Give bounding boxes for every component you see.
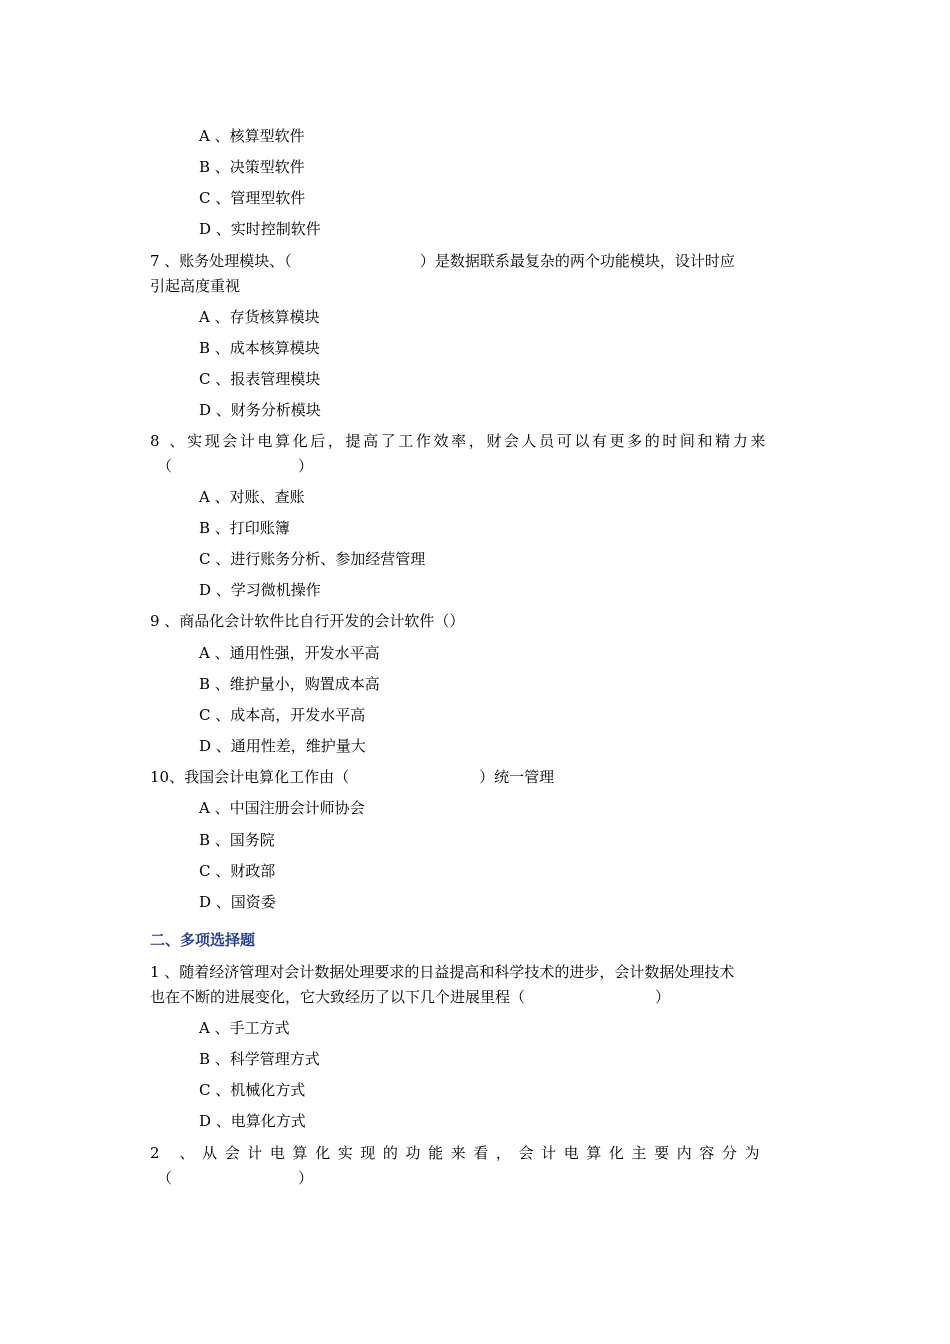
q9-option-d: D 、通用性差，维护量大 — [199, 737, 366, 755]
q9-option-b: B 、维护量小，购置成本高 — [199, 675, 380, 693]
q6-option-d: D 、实时控制软件 — [199, 220, 321, 238]
q9-option-c: C 、成本高，开发水平高 — [199, 706, 366, 724]
m1-stem-line1: 1 、随着经济管理对会计数据处理要求的日益提高和科学技术的进步，会计数据处理技术 — [150, 963, 735, 981]
q8-option-b: B 、打印账簿 — [199, 519, 290, 537]
m1-option-a: A 、手工方式 — [199, 1019, 290, 1037]
q7-option-b: B 、成本核算模块 — [199, 339, 320, 357]
q8-stem-line2 — [157, 456, 313, 476]
q6-option-c: C 、管理型软件 — [199, 189, 306, 207]
q9-option-a: A 、通用性强，开发水平高 — [199, 644, 380, 662]
q10-option-b: B 、国务院 — [199, 831, 275, 849]
m2-blank-open: （ — [157, 1169, 173, 1187]
m2-stem-line2 — [157, 1168, 313, 1188]
q8-blank-open: （ — [157, 457, 173, 475]
m2-stem-line1: 2 、从会计电算化实现的功能来看，会计电算化主要内容分为 — [150, 1144, 768, 1162]
q9-stem: 9 、商品化会计软件比自行开发的会计软件（） — [150, 612, 465, 630]
m1-stem-part1: 也在不断的进展变化，它大致经历了以下几个进展里程（ — [150, 988, 526, 1006]
m1-stem-line2 — [150, 987, 670, 1007]
q8-option-d: D 、学习微机操作 — [199, 581, 321, 599]
q8-stem-line1: 8 、实现会计电算化后，提高了工作效率，财会人员可以有更多的时间和精力来 — [150, 432, 768, 450]
m1-option-b: B 、科学管理方式 — [199, 1050, 320, 1068]
m1-option-c: C 、机械化方式 — [199, 1081, 306, 1099]
q8-option-a: A 、对账、查账 — [199, 488, 305, 506]
q7-stem-part2: ）是数据联系最复杂的两个功能模块，设计时应 — [419, 252, 735, 270]
q10-stem-part1: 10、我国会计电算化工作由（ — [150, 768, 350, 786]
q8-option-c: C 、进行账务分析、参加经营管理 — [199, 550, 426, 568]
q7-option-c: C 、报表管理模块 — [199, 370, 321, 388]
q7-stem-part1: 7 、账务处理模块、（ — [150, 252, 292, 270]
q10-stem-part2: ）统一管理 — [479, 768, 555, 786]
m1-stem-part2: ） — [655, 988, 671, 1006]
m2-blank-close: ） — [298, 1169, 314, 1187]
q8-blank-close: ） — [298, 457, 314, 475]
q7-option-a: A 、存货核算模块 — [199, 308, 320, 326]
m1-option-d: D 、电算化方式 — [199, 1112, 306, 1130]
q6-option-a: A 、核算型软件 — [199, 127, 305, 145]
q7-stem-line2: 引起高度重视 — [150, 277, 241, 295]
q10-stem — [150, 767, 554, 787]
q10-option-a: A 、中国注册会计师协会 — [199, 799, 365, 817]
section-heading-multiple-choice: 二、多项选择题 — [150, 931, 256, 949]
q6-option-b: B 、决策型软件 — [199, 158, 305, 176]
q7-option-d: D 、财务分析模块 — [199, 401, 321, 419]
q10-option-d: D 、国资委 — [199, 893, 276, 911]
q7-stem-line1 — [150, 251, 735, 271]
q10-option-c: C 、财政部 — [199, 862, 276, 880]
